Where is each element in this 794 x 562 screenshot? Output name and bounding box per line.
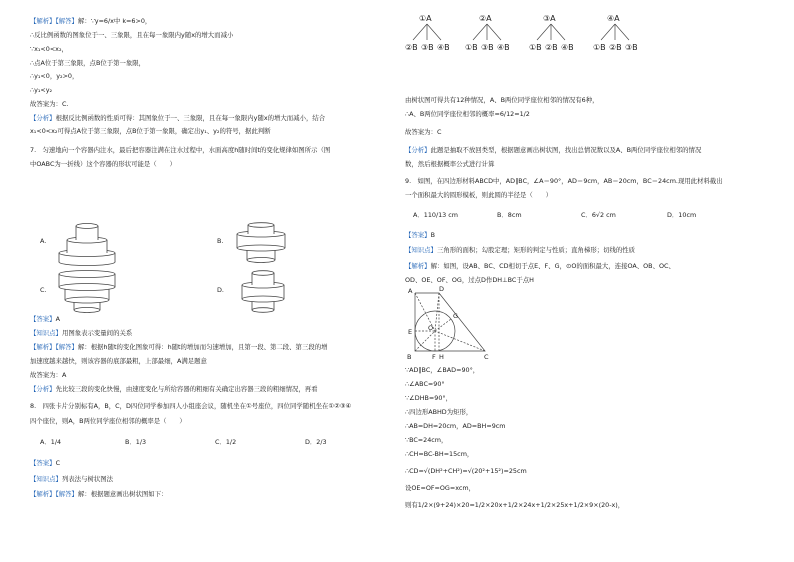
- tree-leaf: ③B: [625, 43, 638, 52]
- right-line-5: 数，然后根据概率公式进行计算: [405, 160, 495, 168]
- right-line-2: ∴A、B两位同学座位相邻的概率=6/12=1/2: [405, 110, 530, 118]
- container-c-figure: [57, 268, 117, 314]
- tree-leaf: ①B: [465, 43, 478, 52]
- left-knowledge-8: 【知识点】列表法与树状图法: [30, 475, 114, 483]
- figure-point-f: F: [432, 353, 436, 361]
- right-line-12: ∵AD∥BC，∠BAD=90°，: [405, 366, 480, 374]
- option-c-label: C.: [40, 286, 47, 294]
- tree-leaf: ③B: [481, 43, 494, 52]
- option-d-label: D.: [217, 286, 224, 294]
- tree-leaf: ②B: [609, 43, 622, 52]
- right-line-21: 则有1/2×(9+24)×20=1/2×20x+1/2×24x+1/2×25x+1/2×9×(20-x)，: [405, 501, 625, 509]
- right-line-13: ∴∠ABC=90°: [405, 380, 445, 388]
- option-a-label: A.: [40, 237, 47, 245]
- question-7-stem-2: 中OABC为一折线）这个容器的形状可能是（ ）: [30, 160, 176, 168]
- question-8-stem-2: 四个座位，则A，B两位同学座位相邻的概率是（ ）: [30, 417, 186, 425]
- figure-point-b: B: [407, 353, 412, 361]
- right-knowledge-9: 【知识点】三角形的面积；勾股定理；矩形的判定与性质；直角梯形；切线的性质: [405, 246, 636, 254]
- tree-leaf: ④B: [561, 43, 574, 52]
- left-line-2: ∴反比例函数的图象位于一、三象限，且在每一象限内y随x的增大而减小: [30, 31, 234, 39]
- figure-point-e: E: [408, 328, 413, 336]
- left-analysis-7: 【分析】先比较三段的变化快慢，由速度变化与所给容器的粗细有关确定出容器三段的粗细情况，再看: [30, 385, 318, 393]
- container-a-figure: [57, 220, 117, 266]
- left-answer-8: 【答案】C: [30, 459, 61, 467]
- q9-option-b: B．8cm: [497, 211, 522, 219]
- figure-point-g: G: [453, 312, 459, 320]
- left-line-15: 加速度越来越快，则该容器的底部最粗，上部最细，A满足题意: [30, 357, 207, 365]
- left-line-5: ∴y₁<0，y₂>0，: [30, 72, 79, 80]
- figure-point-o: O: [428, 324, 434, 332]
- q9-option-c: C．6√2 cm: [581, 211, 616, 219]
- left-line-7: 故答案为：C.: [30, 100, 69, 108]
- left-knowledge-7: 【知识点】用图象表示变量间的关系: [30, 329, 133, 337]
- left-line-1: 【解析】【解答】解：∵y=6/x中 k=6>0，: [30, 17, 152, 25]
- tree-leaf: ①B: [529, 43, 542, 52]
- tree-leaf: ②B: [405, 43, 418, 52]
- right-line-14: ∵∠DHB=90°，: [405, 394, 452, 402]
- q8-option-b: B．1/3: [125, 438, 147, 446]
- left-line-9: x₁<0<x₂可得点A位于第三象限，点B位于第一象限，确定出y₁、y₂的符号，据此判断: [30, 127, 271, 135]
- tree-leaf: ①B: [593, 43, 606, 52]
- tree-root-2: ②A: [479, 14, 492, 23]
- left-line-6: ∴y₁<y₂: [30, 86, 53, 94]
- left-solution-7: 【解析】【解答】解：根据h随t的变化图象可得：h随t的增加而匀速增加，且第一段、第二段、第三段的增: [30, 343, 328, 351]
- right-line-18: ∴CH=BC-BH=15cm，: [405, 450, 474, 458]
- question-9-stem: 9. 如图，在四边形材料ABCD中，AD∥BC，∠A＝90°，AD＝9cm，AB＝20cm，BC＝24cm.现用此材料截出: [405, 177, 723, 185]
- left-answer-7: 【答案】A: [30, 315, 60, 323]
- right-line-19: ∴CD=√(DH²+CH²)=√(20²+15²)=25cm: [405, 467, 527, 475]
- right-line-1: 由树状图可得共有12种情况，A、B两位同学座位相邻的情况有6种，: [405, 96, 599, 104]
- q8-option-d: D．2/3: [305, 438, 327, 446]
- figure-point-c: C: [484, 353, 489, 361]
- tree-leaf: ④B: [437, 43, 450, 52]
- option-b-label: B.: [217, 237, 224, 245]
- tree-leaf: ④B: [497, 43, 510, 52]
- left-solution-8: 【解析】【解答】解：根据题意画出树状图如下：: [30, 490, 168, 498]
- question-7-stem: 7. 匀速地向一个容器内注水，最后把容器注满在注水过程中，水面高度h随时间t的变化规律如图所示（图: [30, 146, 331, 154]
- figure-point-d: D: [439, 285, 445, 293]
- q9-option-d: D．10cm: [667, 211, 697, 219]
- right-analysis-8: 【分析】此题是抽取不放回类型，根据题意画出树状图，找出总情况数以及A、B两位同学座位相邻的情况: [405, 146, 702, 154]
- right-line-11: OD、OE、OF、OG，过点D作DH⊥BC于点H: [405, 276, 534, 284]
- tree-leaf: ③B: [421, 43, 434, 52]
- tree-root-4: ④A: [607, 14, 620, 23]
- q8-option-a: A．1/4: [40, 438, 62, 446]
- tree-root-1: ①A: [419, 14, 432, 23]
- right-line-16: ∴AB=DH=20cm，AD=BH=9cm: [405, 422, 506, 430]
- left-line-16: 故答案为：A: [30, 371, 67, 379]
- right-answer-9: 【答案】B: [405, 231, 435, 239]
- tree-root-3: ③A: [543, 14, 556, 23]
- question-9-stem-2: 一个面积最大的圆形模板，则此圆的半径是（ ）: [405, 191, 552, 199]
- probability-tree-figure: [405, 10, 665, 78]
- left-line-8: 【分析】根据反比例函数的性质可得：其图象位于一、三象限，且在每一象限内y随x的增大而减小，结合: [30, 114, 326, 122]
- right-line-17: ∵BC=24cm，: [405, 436, 448, 444]
- question-8-stem: 8. 四张卡片分别标有A，B，C，D四位同学参加四人小组座会议，随机坐在①号座位，四位同学随机坐在①②③④: [30, 402, 352, 410]
- q9-option-a: A．110/13 cm: [413, 211, 459, 219]
- tree-leaf: ②B: [545, 43, 558, 52]
- trapezoid-circle-figure: [405, 285, 497, 363]
- container-d-figure: [240, 268, 286, 314]
- right-line-20: 设OE=OF=OG=xcm，: [405, 484, 476, 492]
- figure-point-a: A: [408, 287, 413, 295]
- right-line-3: 故答案为：C: [405, 128, 442, 136]
- left-line-3: ∵x₁<0<x₂，: [30, 45, 68, 53]
- right-line-15: ∴四边形ABHD为矩形，: [405, 408, 473, 416]
- q8-option-c: C．1/2: [215, 438, 237, 446]
- left-line-4: ∴点A位于第三象限，点B位于第一象限，: [30, 59, 146, 67]
- right-solution-9: 【解析】解：如图，设AB、BC、CD相切于点E、F、G，⊙O的面积最大，连接OA、OB、OC、: [405, 262, 675, 270]
- figure-point-h: H: [439, 353, 444, 361]
- container-b-figure: [235, 222, 287, 264]
